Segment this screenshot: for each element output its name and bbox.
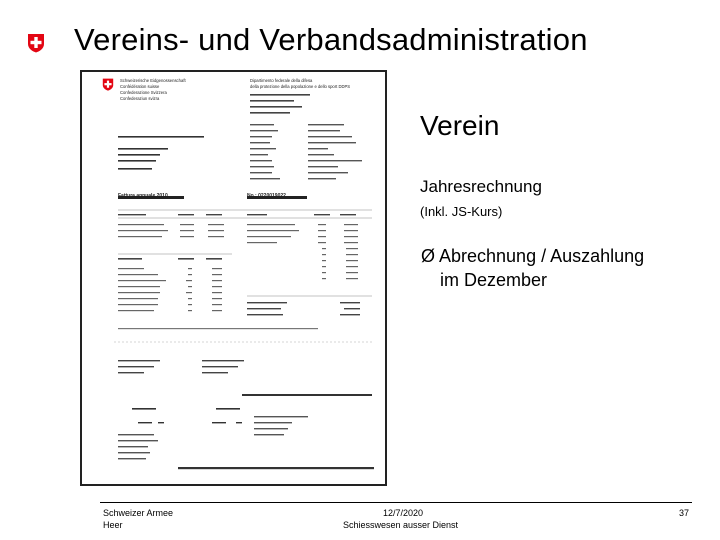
swiss-cross-shield-icon <box>27 33 45 53</box>
invoice-dept-line1: Dipartimento federale della difesa <box>250 78 313 83</box>
invoice-org-line4: Confederaziun svizra <box>120 96 160 101</box>
header <box>0 0 720 80</box>
subheading: Jahresrechnung <box>420 177 542 196</box>
footer-left-line2: Heer <box>103 520 123 530</box>
bullet-item <box>421 244 644 292</box>
page-title: Vereins- und Verbandsadministration <box>74 22 588 57</box>
invoice-title: Fattura annuale 2010 <box>118 193 168 199</box>
invoice-number: No.: 0220019022 <box>247 193 286 199</box>
heading: Verein <box>420 110 500 141</box>
footer-center-line2: Schiesswesen ausser Dienst <box>343 520 459 530</box>
invoice-body-graphic <box>82 72 385 484</box>
footer-date: 12/7/2020 <box>383 508 424 518</box>
bullet-text-line2: im Dezember <box>440 270 548 290</box>
bullet-arrow-icon: Ø <box>421 246 436 266</box>
invoice-dept-line2: della protezione della popolazione e dello sport DDPS <box>250 84 351 89</box>
footer-divider <box>100 502 692 503</box>
invoice-image <box>80 70 387 486</box>
invoice-org-line2: Confédération suisse <box>120 84 160 89</box>
footer-left-line1: Schweizer Armee <box>103 508 174 518</box>
invoice-org-line3: Confederazione Svizzera <box>120 90 167 95</box>
invoice-org-line1: Schweizerische Eidgenossenschaft <box>120 78 186 83</box>
bullet-text-line1: Abrechnung / Auszahlung <box>439 246 645 266</box>
page-number: 37 <box>679 508 690 518</box>
subheading-note: (Inkl. JS-Kurs) <box>420 204 503 219</box>
